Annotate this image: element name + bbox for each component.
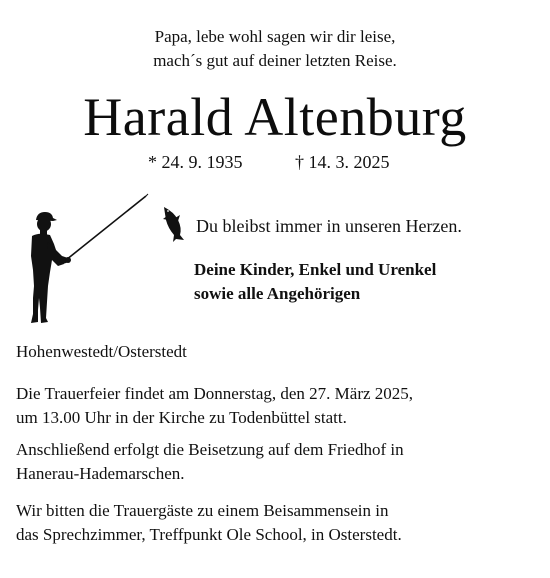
mourners-line-2: sowie alle Angehörigen xyxy=(194,284,361,303)
funeral-service-paragraph xyxy=(16,382,534,430)
paragraph-line: Hanerau-Hademarschen. xyxy=(16,464,185,483)
paragraph-line: Die Trauerfeier findet am Donnerstag, den 27. März 2025, xyxy=(16,384,414,403)
paragraph-line: Wir bitten die Trauergäste zu einem Beisammensein in xyxy=(16,501,389,520)
death-date: † 14. 3. 2025 xyxy=(295,152,390,172)
paragraph-line: das Sprechzimmer, Treffpunkt Ole School, in Osterstedt. xyxy=(16,525,402,544)
verse-line-2: mach´s gut auf deiner letzten Reise. xyxy=(153,51,397,70)
mourners-line-1: Deine Kinder, Enkel und Urenkel xyxy=(194,260,437,279)
verse-line-1: Papa, lebe wohl sagen wir dir leise, xyxy=(154,27,396,46)
place-line: Hohenwestedt/Osterstedt xyxy=(16,342,187,361)
burial-paragraph xyxy=(16,438,534,486)
gathering-paragraph xyxy=(16,499,534,547)
farewell-line: Du bleibst immer in unseren Herzen. xyxy=(196,216,462,236)
deceased-name: Harald Altenburg xyxy=(83,87,467,147)
jumping-fish-icon xyxy=(160,204,190,244)
paragraph-line: um 13.00 Uhr in der Kirche zu Todenbüttel statt. xyxy=(16,408,347,427)
paragraph-line: Anschließend erfolgt die Beisetzung auf dem Friedhof in xyxy=(16,440,404,459)
birth-date: * 24. 9. 1935 xyxy=(148,152,243,172)
